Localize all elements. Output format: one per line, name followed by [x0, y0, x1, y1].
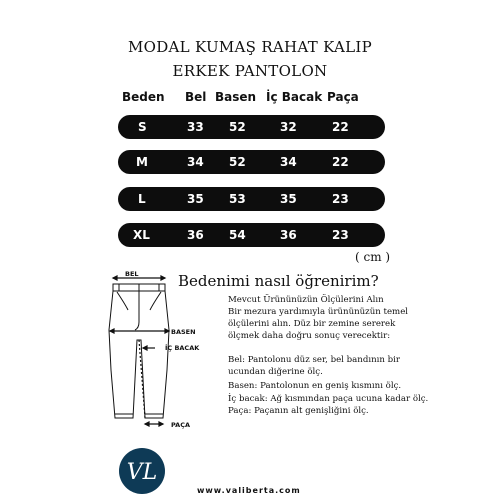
cell-paca: 22	[332, 155, 349, 169]
cell-paca: 23	[332, 228, 349, 242]
cell-size: M	[136, 155, 148, 169]
unit-label: ( cm )	[355, 250, 391, 264]
cell-basen: 52	[229, 155, 246, 169]
bel-label: BEL	[125, 270, 139, 278]
logo-text: VL	[126, 460, 158, 485]
cell-paca: 22	[332, 120, 349, 134]
header-paca: Paça	[327, 90, 359, 104]
cell-basen: 52	[229, 120, 246, 134]
definition-line: Basen: Pantolonun en geniş kısmını ölç.	[228, 381, 402, 391]
definition-line: İç bacak: Ağ kısmından paça ucuna kadar ölç.	[228, 394, 429, 404]
cell-ic-bacak: 35	[280, 192, 297, 206]
cell-bel: 33	[187, 120, 204, 134]
trouser-diagram	[95, 270, 205, 440]
cell-bel: 35	[187, 192, 204, 206]
cell-basen: 54	[229, 228, 246, 242]
cell-ic-bacak: 34	[280, 155, 297, 169]
website-link[interactable]: www.valiberta.com	[197, 486, 301, 495]
cell-bel: 34	[187, 155, 204, 169]
how-to-title: Bedenimi nasıl öğrenirim?	[178, 272, 379, 290]
definition-line: ucundan diğerine ölç.	[228, 367, 323, 377]
cell-bel: 36	[187, 228, 204, 242]
cell-basen: 53	[229, 192, 246, 206]
basen-label: BASEN	[171, 328, 196, 336]
intro-line: ölçmek daha doğru sonuç verecektir:	[228, 331, 391, 341]
cell-size: L	[138, 192, 146, 206]
size-row-xl	[118, 223, 385, 247]
intro-line: Mevcut Ürününüzün Ölçülerini Alın	[228, 295, 384, 305]
intro-line: ölçülerini alın. Düz bir zemine sererek	[228, 319, 396, 329]
definition-line: Bel: Pantolonu düz ser, bel bandının bir	[228, 355, 400, 365]
header-basen: Basen	[215, 90, 257, 104]
cell-paca: 23	[332, 192, 349, 206]
definition-line: Paça: Paçanın alt genişliğini ölç.	[228, 406, 369, 416]
cell-ic-bacak: 32	[280, 120, 297, 134]
size-row-s	[118, 115, 385, 139]
paca-label: PAÇA	[171, 421, 190, 429]
ic-bacak-label: İÇ BACAK	[165, 344, 200, 352]
header-ic-bacak: İç Bacak	[266, 90, 323, 104]
cell-ic-bacak: 36	[280, 228, 297, 242]
header-beden: Beden	[122, 90, 165, 104]
brand-logo-icon	[118, 447, 166, 495]
title-line-1: MODAL KUMAŞ RAHAT KALIP	[127, 38, 373, 56]
size-row-l	[118, 187, 385, 211]
intro-line: Bir mezura yardımıyla ürününüzün temel	[228, 307, 409, 317]
title-line-2: ERKEK PANTOLON	[172, 62, 328, 80]
header-bel: Bel	[185, 90, 207, 104]
cell-size: S	[138, 120, 147, 134]
cell-size: XL	[133, 228, 150, 242]
size-row-m	[118, 150, 385, 174]
